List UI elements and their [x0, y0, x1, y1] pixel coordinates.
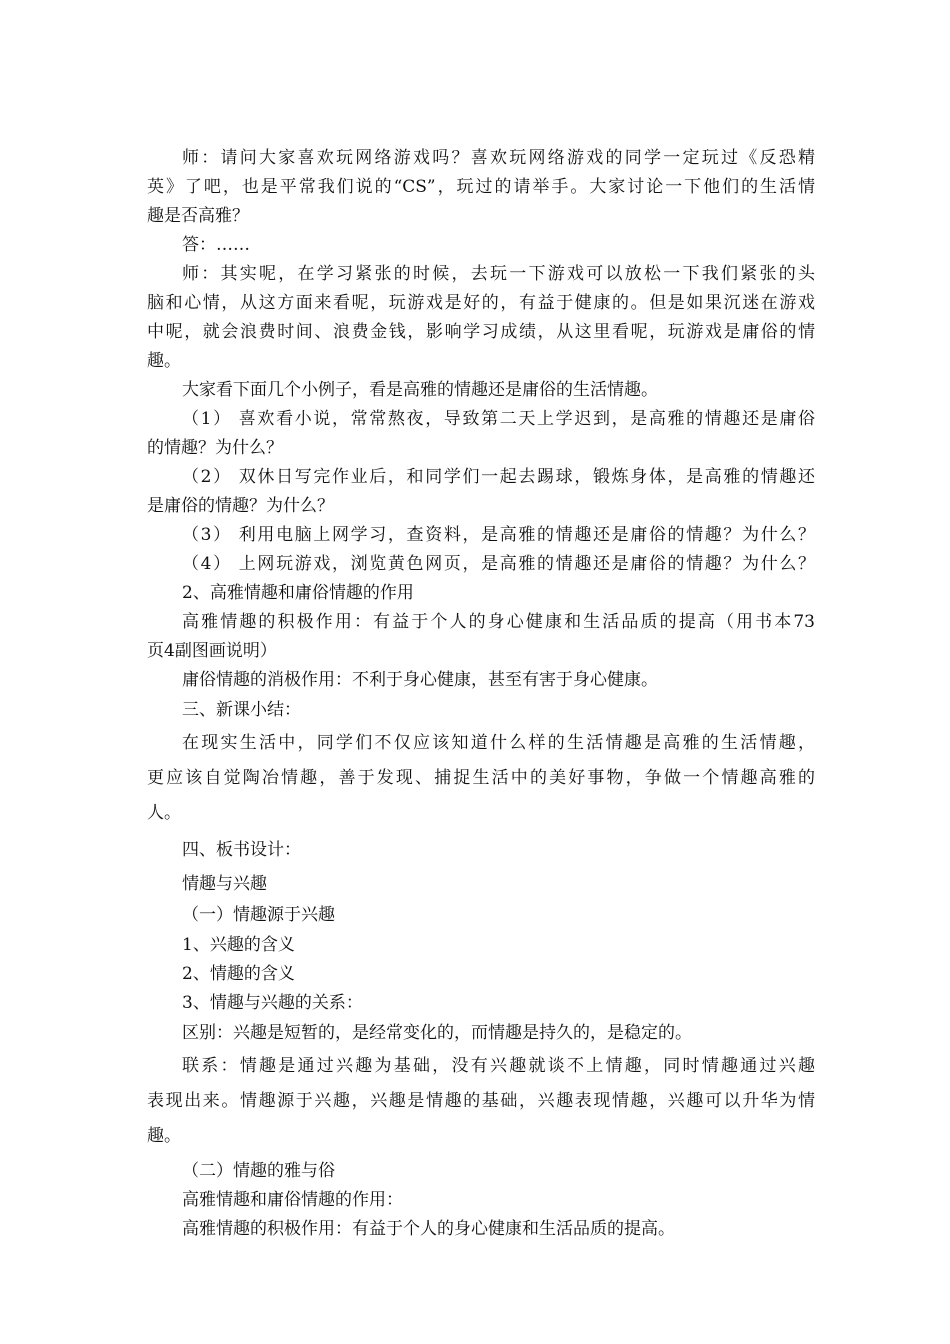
text-line: 答：…… [182, 235, 250, 255]
text-line: 1、兴趣的含义 [182, 935, 295, 955]
text-line: 高雅情趣的积极作用：有益于个人的身心健康和生活品质的提高（用书本73 [182, 612, 815, 632]
text-line: 区别：兴趣是短暂的，是经常变化的，而情趣是持久的，是稳定的。 [182, 1023, 692, 1043]
text-line: （一）情趣源于兴趣 [182, 905, 335, 925]
text-line: 高雅情趣的积极作用：有益于个人的身心健康和生活品质的提高。 [182, 1219, 675, 1239]
section-heading: 四、板书设计： [182, 840, 301, 860]
text-line: 趣。 [147, 351, 181, 371]
text-line: 英》了吧，也是平常我们说的“CS”，玩过的请举手。大家讨论一下他们的生活情 [147, 177, 815, 197]
text-line: 大家看下面几个小例子，看是高雅的情趣还是庸俗的生活情趣。 [182, 380, 658, 400]
text-line: 联系：情趣是通过兴趣为基础，没有兴趣就谈不上情趣，同时情趣通过兴趣 [182, 1056, 815, 1076]
text-line: （2） 双休日写完作业后，和同学们一起去踢球，锻炼身体，是高雅的情趣还 [182, 467, 815, 487]
text-line: 2、情趣的含义 [182, 964, 295, 984]
text-line: 人。 [147, 803, 181, 823]
text-line: 表现出来。情趣源于兴趣，兴趣是情趣的基础，兴趣表现情趣，兴趣可以升华为情 [147, 1091, 815, 1111]
board-title: 情趣与兴趣 [182, 874, 267, 894]
text-line: 庸俗情趣的消极作用：不利于身心健康，甚至有害于身心健康。 [182, 670, 658, 690]
text-line: 在现实生活中，同学们不仅应该知道什么样的生活情趣是高雅的生活情趣， [182, 733, 815, 753]
text-line: 的情趣？为什么？ [147, 438, 283, 458]
text-line: （二）情趣的雅与俗 [182, 1161, 335, 1181]
text-line: 更应该自觉陶冶情趣，善于发现、捕捉生活中的美好事物，争做一个情趣高雅的 [147, 768, 815, 788]
text-line: 趣是否高雅？ [147, 206, 249, 226]
text-line: 脑和心情，从这方面来看呢，玩游戏是好的，有益于健康的。但是如果沉迷在游戏 [147, 293, 815, 313]
text-line: 趣。 [147, 1126, 181, 1146]
text-line: （3） 利用电脑上网学习，查资料，是高雅的情趣还是庸俗的情趣？为什么？ [182, 525, 815, 545]
text-line: （4） 上网玩游戏，浏览黄色网页，是高雅的情趣还是庸俗的情趣？为什么？ [182, 554, 815, 574]
text-line: 中呢，就会浪费时间、浪费金钱，影响学习成绩，从这里看呢，玩游戏是庸俗的情 [147, 322, 815, 342]
text-line: 2、高雅情趣和庸俗情趣的作用 [182, 583, 414, 603]
text-line: 3、情趣与兴趣的关系： [182, 993, 363, 1013]
text-line: 高雅情趣和庸俗情趣的作用： [182, 1190, 403, 1210]
text-line: 师：其实呢，在学习紧张的时候，去玩一下游戏可以放松一下我们紧张的头 [182, 264, 815, 284]
text-line: 页4副图画说明） [147, 641, 277, 661]
text-line: 师：请问大家喜欢玩网络游戏吗？喜欢玩网络游戏的同学一定玩过《反恐精 [182, 148, 815, 168]
text-line: 是庸俗的情趣？为什么？ [147, 496, 334, 516]
section-heading: 三、新课小结： [182, 700, 301, 720]
text-line: （1） 喜欢看小说，常常熬夜，导致第二天上学迟到，是高雅的情趣还是庸俗 [182, 409, 815, 429]
